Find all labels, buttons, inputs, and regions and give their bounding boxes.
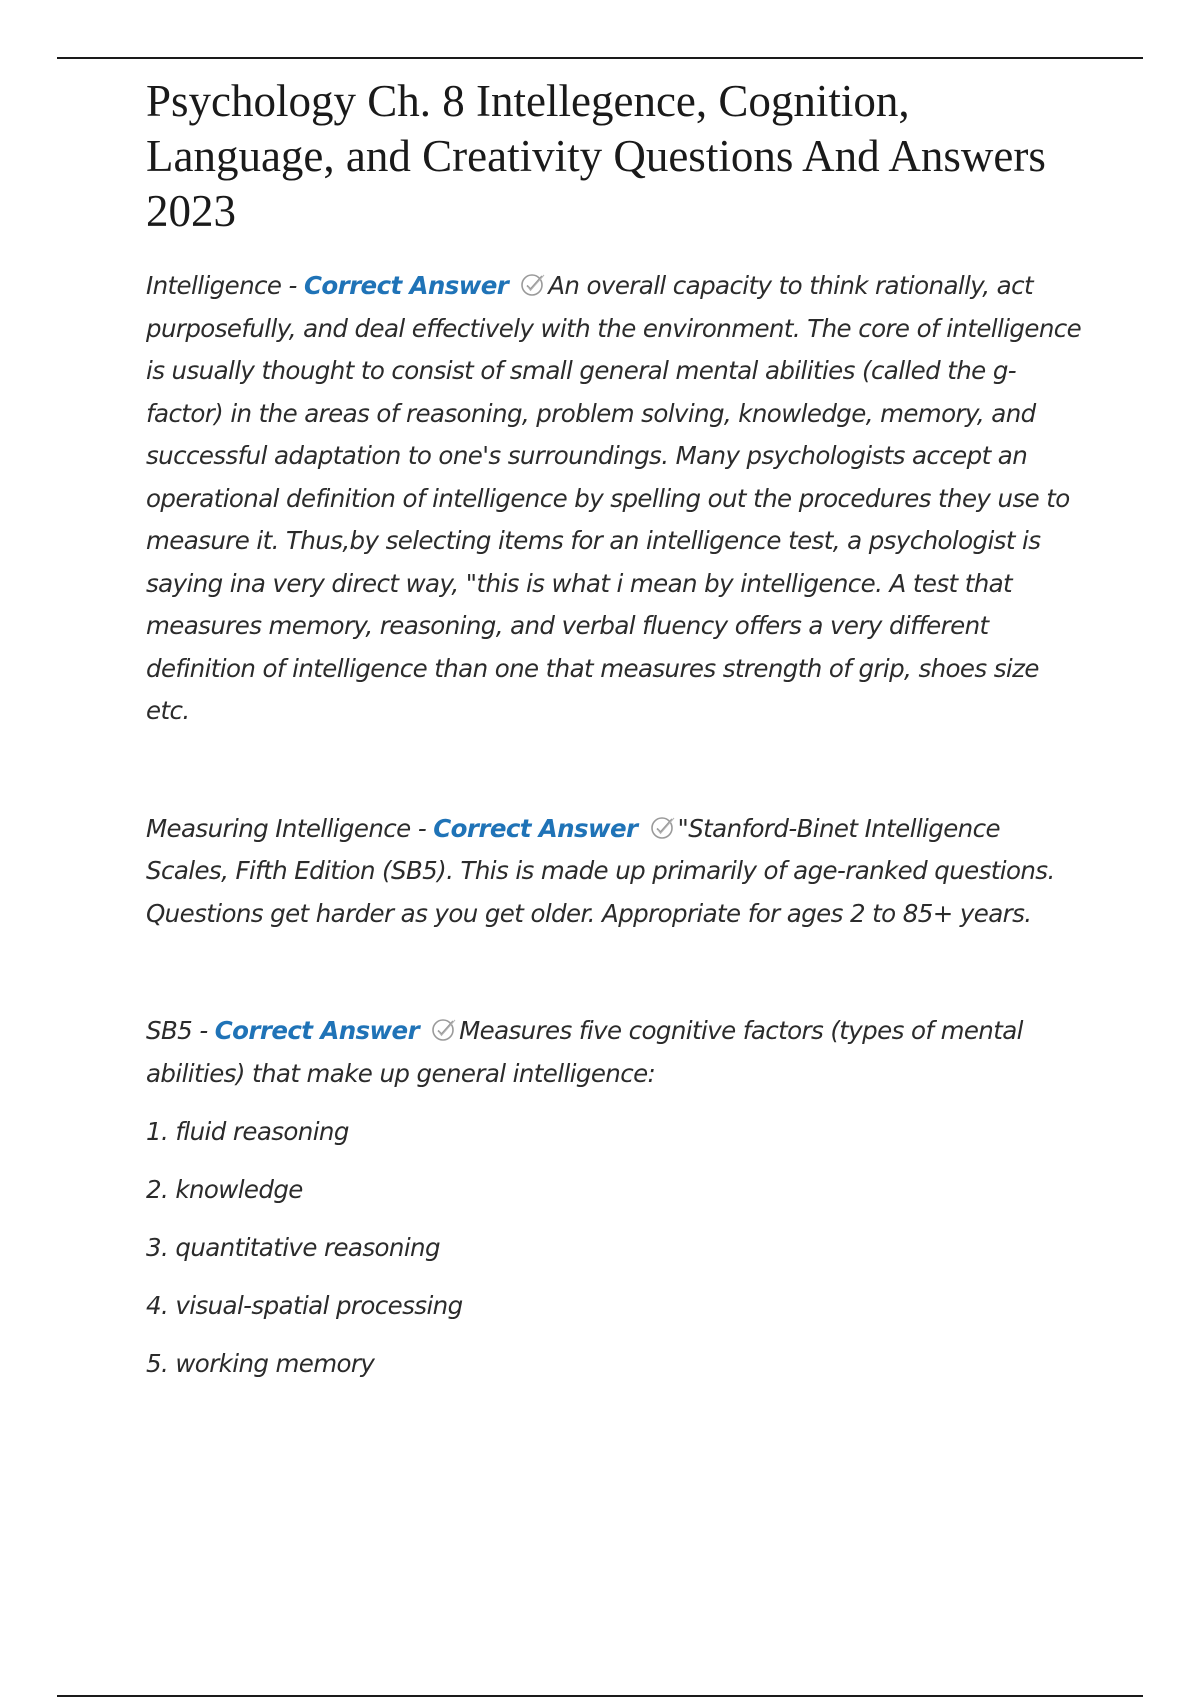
term: Measuring Intelligence	[146, 813, 411, 843]
document-body	[146, 74, 1086, 1385]
correct-answer-label: Correct Answer	[303, 271, 509, 300]
answer-text: Measures five cognitive factors (types of mental abilities) that make up general intelligence:	[146, 1016, 1023, 1088]
separator: -	[281, 271, 304, 300]
cognitive-factors-list	[146, 1111, 1086, 1385]
check-badge-icon	[648, 815, 678, 841]
list-item: 5. working memory	[146, 1349, 375, 1378]
top-rule	[57, 57, 1143, 59]
separator: -	[410, 813, 434, 843]
term: Intelligence	[146, 271, 282, 300]
answer-text: "Stanford-Binet Intelligence Scales, Fifth Edition (SB5). This is made up primarily of age-ranked questions. Questions get harder as you get older. Appropriate for ages 2 to 85+ years.	[146, 813, 1055, 928]
qa-entry-intelligence	[146, 265, 1086, 733]
list-item: 4. visual-spatial processing	[146, 1291, 463, 1320]
separator: -	[192, 1016, 215, 1045]
qa-entry-sb5	[146, 1010, 1086, 1095]
check-badge-icon	[429, 1017, 459, 1043]
term: SB5	[146, 1016, 193, 1045]
list-item: 1. fluid reasoning	[146, 1117, 349, 1146]
check-badge-icon	[518, 272, 548, 298]
list-item: 2. knowledge	[146, 1175, 303, 1204]
document-title: Psychology Ch. 8 Intellegence, Cognition, Language, and Creativity Questions And Answers 2023	[146, 76, 1046, 236]
answer-text: An overall capacity to think rationally, act purposefully, and deal effectively with the environment. The core of intelligence is usually thought to consist of small general mental abilities (called the g-factor) in the areas of reasoning, problem solving, knowledge, memory, and successful adaptation to one's surroundings. Many psychologists accept an operational definition of intelligence by spelling out the procedures they use to measure it. Thus,by selecting items for an intelligence test, a psychologist is saying ina very direct way, "this is what i mean by intelligence. A test that measures memory, reasoning, and verbal fluency offers a very different definition of intelligence than one that measures strength of grip, shoes size etc.	[146, 271, 1082, 725]
correct-answer-label: Correct Answer	[433, 813, 638, 843]
qa-entry-measuring-intelligence	[146, 808, 1086, 936]
list-item: 3. quantitative reasoning	[146, 1233, 440, 1262]
bottom-rule	[57, 1695, 1143, 1697]
correct-answer-label: Correct Answer	[214, 1016, 420, 1045]
